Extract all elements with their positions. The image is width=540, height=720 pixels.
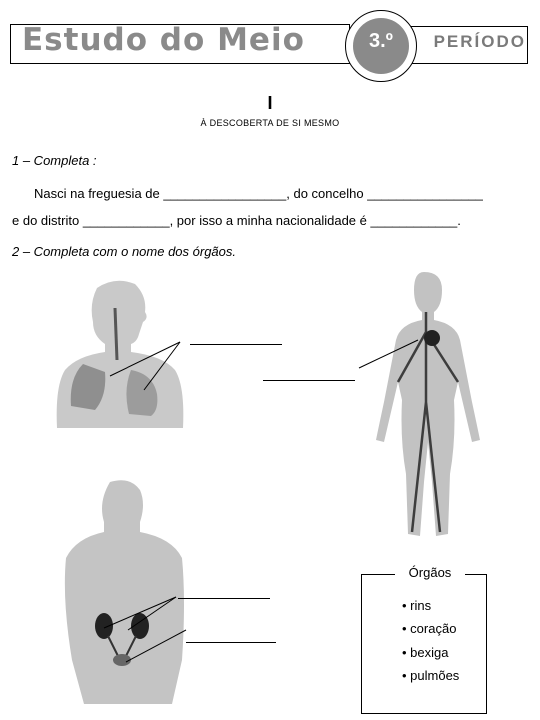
header-title: Estudo do Meio bbox=[22, 22, 305, 58]
organ-item: • coração bbox=[402, 621, 457, 636]
question-1-line-2: e do distrito ____________, por isso a minha nacionalidade é ____________. bbox=[12, 213, 461, 228]
organs-box bbox=[361, 574, 487, 714]
answer-blank-kidneys[interactable] bbox=[178, 598, 270, 599]
organ-item: • pulmões bbox=[402, 668, 460, 683]
header-periodo: PERÍODO bbox=[433, 32, 526, 51]
question-1-line-1: Nasci na freguesia de _________________, do concelho ________________ bbox=[34, 186, 483, 201]
question-2-title: 2 – Completa com o nome dos órgãos. bbox=[12, 244, 237, 259]
period-badge-label: 3.º bbox=[369, 30, 393, 52]
question-1-title: 1 – Completa : bbox=[12, 153, 97, 168]
answer-blank-lungs[interactable] bbox=[190, 344, 282, 345]
organ-item: • rins bbox=[402, 598, 432, 613]
section-number: I bbox=[267, 93, 273, 113]
organ-item: • bexiga bbox=[402, 645, 449, 660]
answer-blank-heart[interactable] bbox=[263, 380, 355, 381]
section-title: À DESCOBERTA DE SI MESMO bbox=[200, 118, 340, 128]
organs-title: Órgãos bbox=[395, 565, 465, 580]
answer-blank-bladder[interactable] bbox=[186, 642, 276, 643]
